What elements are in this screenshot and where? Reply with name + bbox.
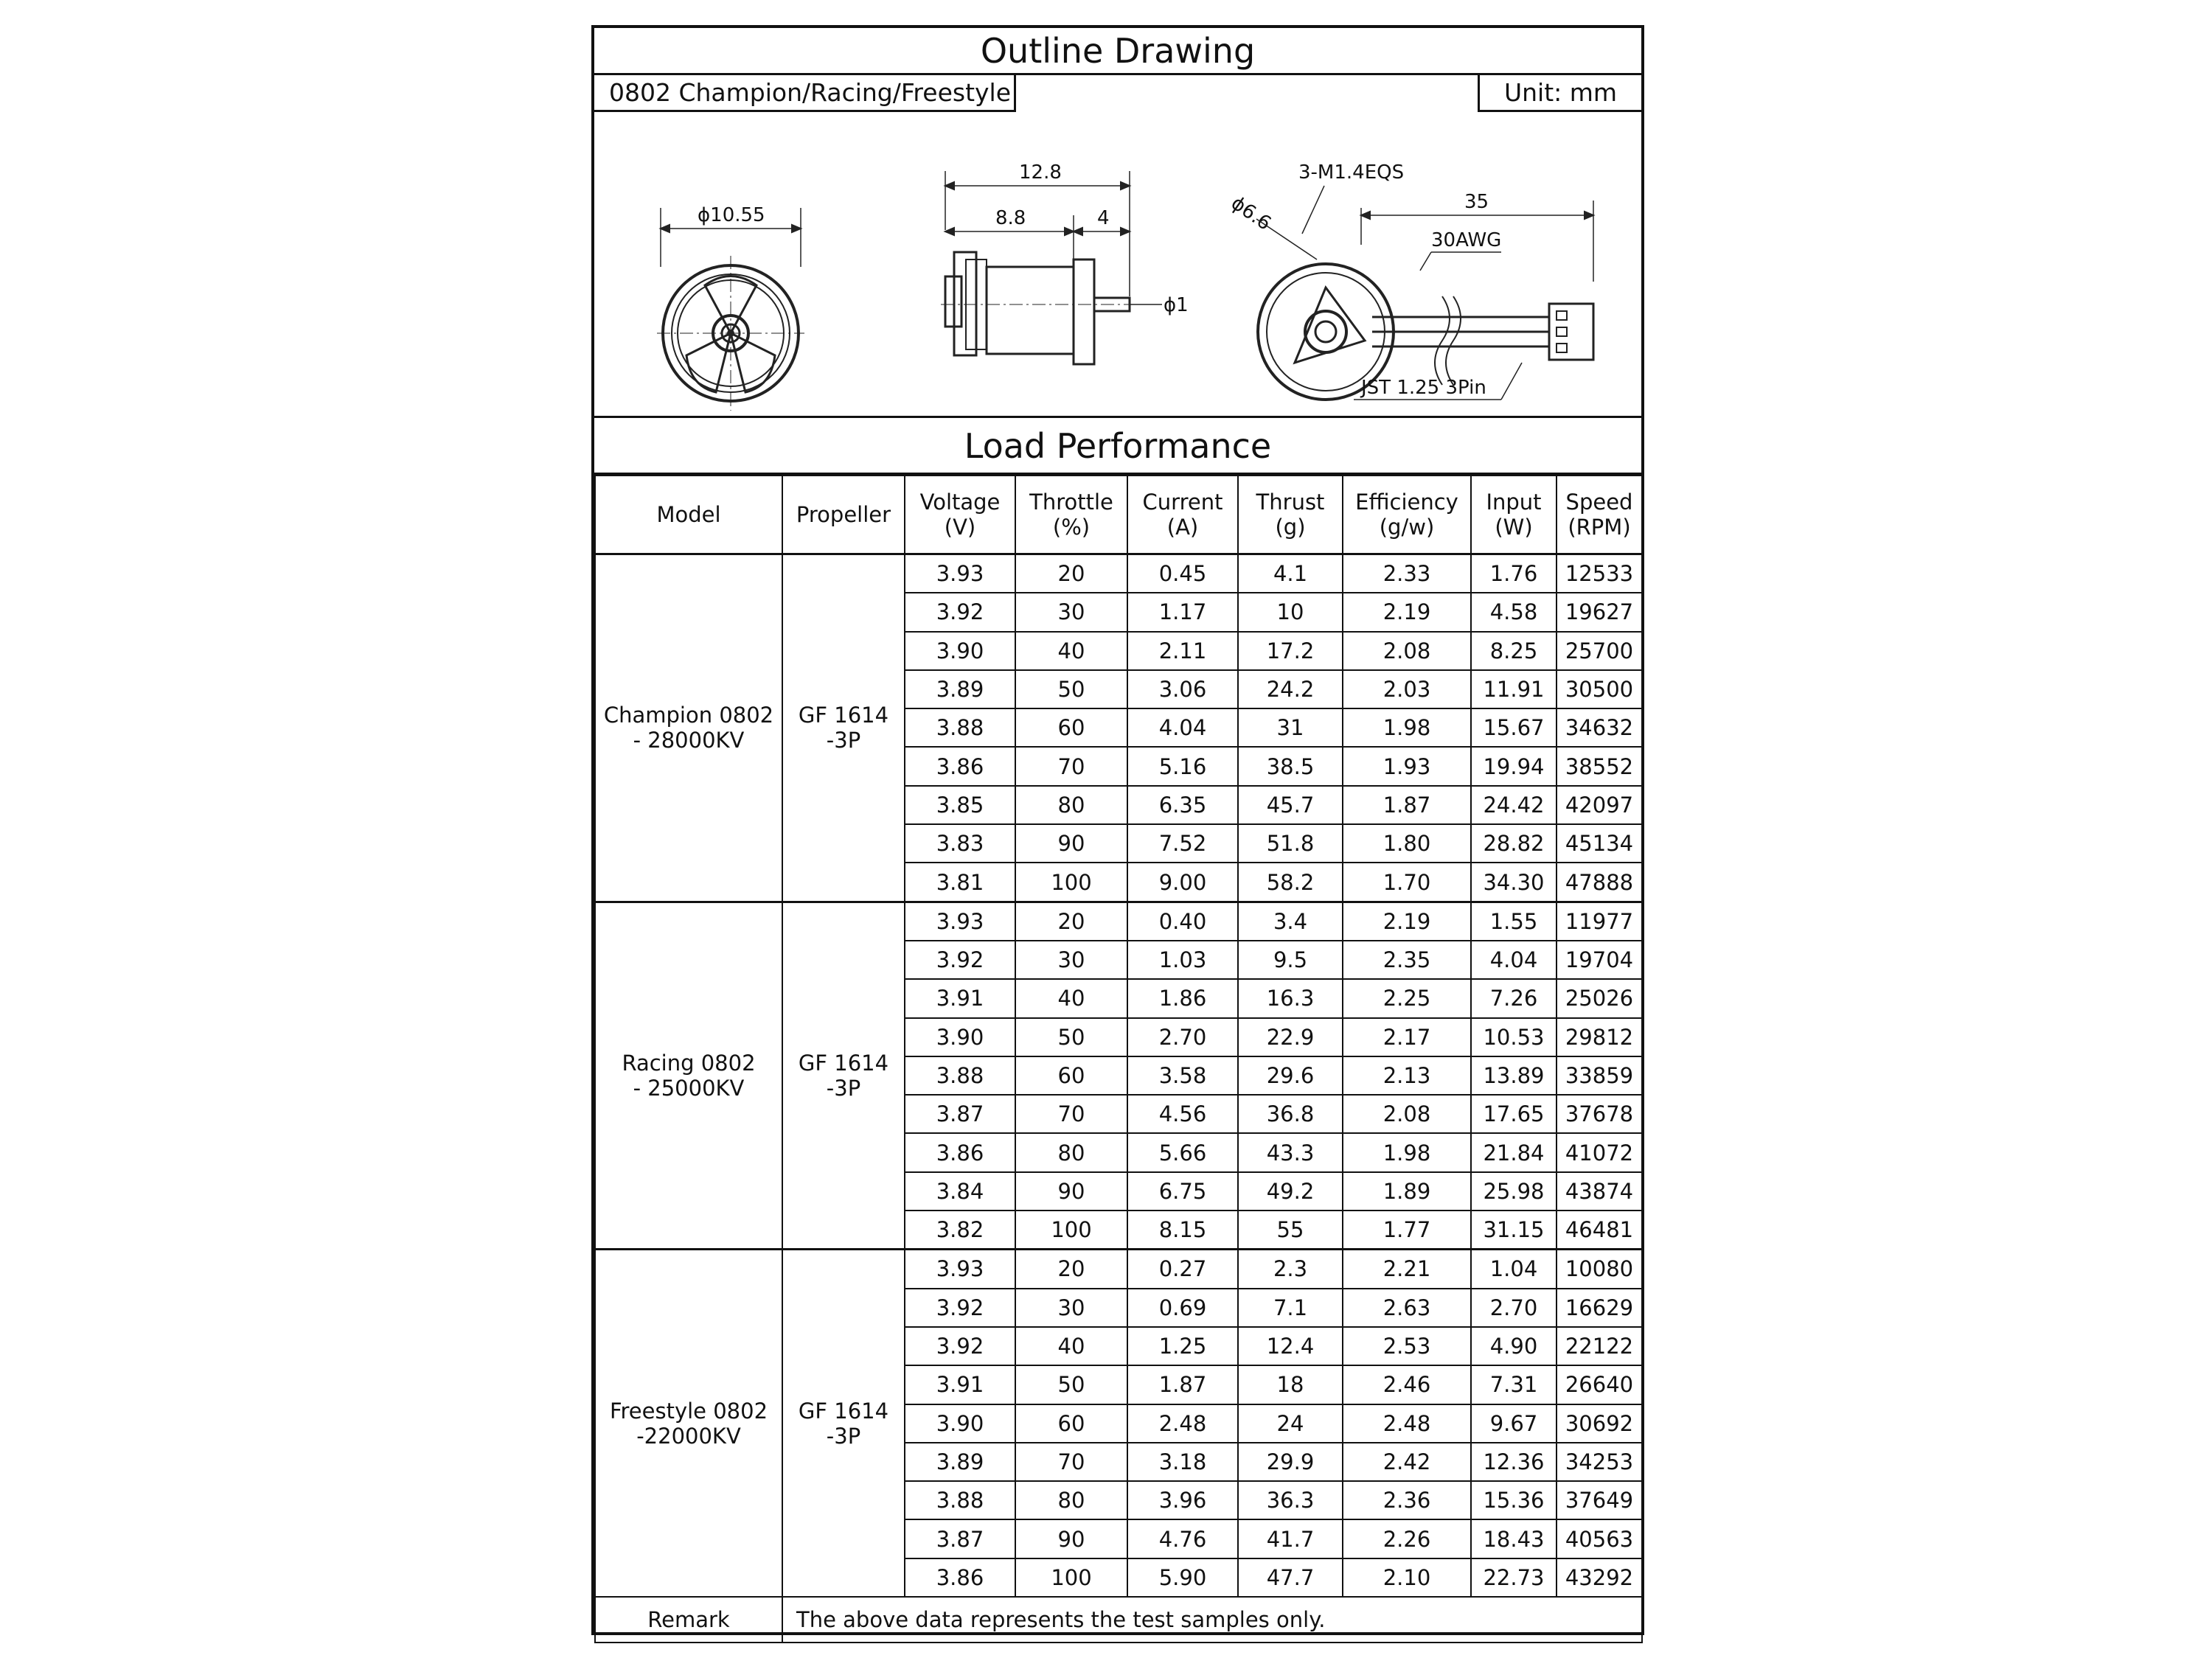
current-cell: 3.18 [1127, 1443, 1238, 1481]
efficiency-cell: 2.17 [1343, 1018, 1471, 1056]
voltage-cell: 3.86 [905, 1133, 1015, 1171]
header-current: Current (A) [1127, 476, 1238, 554]
current-cell: 5.16 [1127, 747, 1238, 785]
current-cell: 0.69 [1127, 1289, 1238, 1327]
voltage-cell: 3.90 [905, 1018, 1015, 1056]
input-cell: 11.91 [1471, 670, 1557, 708]
current-cell: 2.70 [1127, 1018, 1238, 1056]
thrust-cell: 24.2 [1238, 670, 1343, 708]
dim-shaft-diameter: ϕ1 [1164, 294, 1189, 316]
voltage-cell: 3.87 [905, 1095, 1015, 1133]
propeller-cell: GF 1614 -3P [782, 902, 905, 1250]
voltage-cell: 3.89 [905, 670, 1015, 708]
thrust-cell: 36.8 [1238, 1095, 1343, 1133]
input-cell: 8.25 [1471, 632, 1557, 670]
efficiency-cell: 2.42 [1343, 1443, 1471, 1481]
voltage-cell: 3.92 [905, 1289, 1015, 1327]
speed-cell: 40563 [1557, 1519, 1642, 1558]
current-cell: 9.00 [1127, 863, 1238, 902]
throttle-cell: 40 [1015, 979, 1127, 1017]
current-cell: 4.76 [1127, 1519, 1238, 1558]
thrust-cell: 55 [1238, 1211, 1343, 1250]
voltage-cell: 3.86 [905, 747, 1015, 785]
thrust-cell: 49.2 [1238, 1172, 1343, 1211]
input-cell: 22.73 [1471, 1558, 1557, 1597]
efficiency-cell: 1.77 [1343, 1211, 1471, 1250]
voltage-cell: 3.85 [905, 786, 1015, 824]
voltage-cell: 3.83 [905, 824, 1015, 863]
speed-cell: 34632 [1557, 708, 1642, 747]
input-cell: 7.31 [1471, 1365, 1557, 1404]
current-cell: 1.86 [1127, 979, 1238, 1017]
speed-cell: 10080 [1557, 1250, 1642, 1289]
speed-cell: 43874 [1557, 1172, 1642, 1211]
current-cell: 6.75 [1127, 1172, 1238, 1211]
throttle-cell: 30 [1015, 1289, 1127, 1327]
input-cell: 13.89 [1471, 1056, 1557, 1095]
input-cell: 15.67 [1471, 708, 1557, 747]
voltage-cell: 3.84 [905, 1172, 1015, 1211]
speed-cell: 16629 [1557, 1289, 1642, 1327]
input-cell: 9.67 [1471, 1404, 1557, 1443]
input-cell: 1.04 [1471, 1250, 1557, 1289]
side-view [941, 161, 1189, 364]
unit-label: Unit: mm [1478, 75, 1641, 112]
speed-cell: 19704 [1557, 941, 1642, 979]
speed-cell: 38552 [1557, 747, 1642, 785]
input-cell: 21.84 [1471, 1133, 1557, 1171]
input-cell: 18.43 [1471, 1519, 1557, 1558]
voltage-cell: 3.92 [905, 941, 1015, 979]
current-cell: 1.03 [1127, 941, 1238, 979]
voltage-cell: 3.88 [905, 1056, 1015, 1095]
table-header-row [595, 476, 1642, 554]
thrust-cell: 7.1 [1238, 1289, 1343, 1327]
efficiency-cell: 2.08 [1343, 632, 1471, 670]
table-row [595, 902, 1642, 941]
throttle-cell: 30 [1015, 593, 1127, 631]
efficiency-cell: 1.98 [1343, 1133, 1471, 1171]
input-cell: 19.94 [1471, 747, 1557, 785]
front-view [657, 204, 804, 411]
spec-sheet [591, 25, 1644, 1635]
efficiency-cell: 2.63 [1343, 1289, 1471, 1327]
speed-cell: 47888 [1557, 863, 1642, 902]
thrust-cell: 4.1 [1238, 554, 1343, 593]
efficiency-cell: 2.33 [1343, 554, 1471, 593]
voltage-cell: 3.89 [905, 1443, 1015, 1481]
efficiency-cell: 1.89 [1343, 1172, 1471, 1211]
input-cell: 1.76 [1471, 554, 1557, 593]
table-row [595, 554, 1642, 593]
speed-cell: 25026 [1557, 979, 1642, 1017]
dim-body-length: 8.8 [995, 207, 1026, 229]
dim-connector: JST 1.25 3Pin [1361, 377, 1486, 399]
current-cell: 8.15 [1127, 1211, 1238, 1250]
header-efficiency: Efficiency (g/w) [1343, 476, 1471, 554]
speed-cell: 19627 [1557, 593, 1642, 631]
dim-overall-length: 12.8 [1019, 161, 1062, 184]
thrust-cell: 43.3 [1238, 1133, 1343, 1171]
current-cell: 3.58 [1127, 1056, 1238, 1095]
remark-row [595, 1597, 1642, 1643]
efficiency-cell: 2.13 [1343, 1056, 1471, 1095]
dim-bolt-circle: ϕ6.6 [1226, 192, 1276, 235]
thrust-cell: 29.6 [1238, 1056, 1343, 1095]
speed-cell: 33859 [1557, 1056, 1642, 1095]
dim-wire-length: 35 [1464, 191, 1489, 213]
speed-cell: 30692 [1557, 1404, 1642, 1443]
thrust-cell: 45.7 [1238, 786, 1343, 824]
dim-wire-gauge: 30AWG [1431, 229, 1502, 251]
throttle-cell: 50 [1015, 670, 1127, 708]
speed-cell: 26640 [1557, 1365, 1642, 1404]
input-cell: 15.36 [1471, 1481, 1557, 1519]
throttle-cell: 90 [1015, 1172, 1127, 1211]
throttle-cell: 40 [1015, 1327, 1127, 1365]
input-cell: 4.58 [1471, 593, 1557, 631]
propeller-cell: GF 1614 -3P [782, 554, 905, 902]
thrust-cell: 9.5 [1238, 941, 1343, 979]
throttle-cell: 80 [1015, 1481, 1127, 1519]
current-cell: 0.40 [1127, 902, 1238, 941]
remark-text: The above data represents the test samples only. [782, 1597, 1642, 1643]
speed-cell: 37649 [1557, 1481, 1642, 1519]
model-cell: Racing 0802 - 25000KV [595, 902, 782, 1250]
table-row [595, 1250, 1642, 1289]
speed-cell: 12533 [1557, 554, 1642, 593]
speed-cell: 11977 [1557, 902, 1642, 941]
thrust-cell: 36.3 [1238, 1481, 1343, 1519]
throttle-cell: 80 [1015, 1133, 1127, 1171]
thrust-cell: 29.9 [1238, 1443, 1343, 1481]
efficiency-cell: 1.98 [1343, 708, 1471, 747]
voltage-cell: 3.93 [905, 554, 1015, 593]
outline-drawing [594, 112, 1641, 416]
thrust-cell: 22.9 [1238, 1018, 1343, 1056]
voltage-cell: 3.87 [905, 1519, 1015, 1558]
current-cell: 3.96 [1127, 1481, 1238, 1519]
speed-cell: 25700 [1557, 632, 1642, 670]
throttle-cell: 60 [1015, 1404, 1127, 1443]
throttle-cell: 20 [1015, 1250, 1127, 1289]
voltage-cell: 3.92 [905, 593, 1015, 631]
thrust-cell: 17.2 [1238, 632, 1343, 670]
input-cell: 24.42 [1471, 786, 1557, 824]
rear-view [1227, 161, 1593, 400]
speed-cell: 22122 [1557, 1327, 1642, 1365]
input-cell: 4.90 [1471, 1327, 1557, 1365]
current-cell: 4.04 [1127, 708, 1238, 747]
speed-cell: 45134 [1557, 824, 1642, 863]
voltage-cell: 3.92 [905, 1327, 1015, 1365]
input-cell: 2.70 [1471, 1289, 1557, 1327]
current-cell: 2.48 [1127, 1404, 1238, 1443]
thrust-cell: 24 [1238, 1404, 1343, 1443]
thrust-cell: 3.4 [1238, 902, 1343, 941]
model-subtitle: 0802 Champion/Racing/Freestyle [594, 75, 1016, 112]
speed-cell: 46481 [1557, 1211, 1642, 1250]
current-cell: 1.87 [1127, 1365, 1238, 1404]
throttle-cell: 20 [1015, 554, 1127, 593]
thrust-cell: 16.3 [1238, 979, 1343, 1017]
efficiency-cell: 1.70 [1343, 863, 1471, 902]
speed-cell: 41072 [1557, 1133, 1642, 1171]
header-speed: Speed (RPM) [1557, 476, 1642, 554]
current-cell: 1.17 [1127, 593, 1238, 631]
efficiency-cell: 2.03 [1343, 670, 1471, 708]
speed-cell: 30500 [1557, 670, 1642, 708]
voltage-cell: 3.82 [905, 1211, 1015, 1250]
voltage-cell: 3.90 [905, 1404, 1015, 1443]
current-cell: 0.27 [1127, 1250, 1238, 1289]
dim-shaft-length: 4 [1097, 207, 1110, 229]
throttle-cell: 100 [1015, 1558, 1127, 1597]
thrust-cell: 10 [1238, 593, 1343, 631]
current-cell: 0.45 [1127, 554, 1238, 593]
efficiency-cell: 2.46 [1343, 1365, 1471, 1404]
propeller-cell: GF 1614 -3P [782, 1250, 905, 1597]
current-cell: 7.52 [1127, 824, 1238, 863]
input-cell: 1.55 [1471, 902, 1557, 941]
current-cell: 3.06 [1127, 670, 1238, 708]
input-cell: 25.98 [1471, 1172, 1557, 1211]
efficiency-cell: 2.53 [1343, 1327, 1471, 1365]
voltage-cell: 3.93 [905, 902, 1015, 941]
input-cell: 4.04 [1471, 941, 1557, 979]
throttle-cell: 70 [1015, 1095, 1127, 1133]
efficiency-cell: 2.21 [1343, 1250, 1471, 1289]
input-cell: 34.30 [1471, 863, 1557, 902]
throttle-cell: 60 [1015, 1056, 1127, 1095]
voltage-cell: 3.81 [905, 863, 1015, 902]
input-cell: 17.65 [1471, 1095, 1557, 1133]
efficiency-cell: 2.19 [1343, 902, 1471, 941]
efficiency-cell: 2.36 [1343, 1481, 1471, 1519]
speed-cell: 37678 [1557, 1095, 1642, 1133]
current-cell: 1.25 [1127, 1327, 1238, 1365]
header-input: Input (W) [1471, 476, 1557, 554]
thrust-cell: 2.3 [1238, 1250, 1343, 1289]
efficiency-cell: 1.80 [1343, 824, 1471, 863]
performance-title: Load Performance [964, 426, 1272, 466]
throttle-cell: 50 [1015, 1365, 1127, 1404]
input-cell: 12.36 [1471, 1443, 1557, 1481]
thrust-cell: 47.7 [1238, 1558, 1343, 1597]
voltage-cell: 3.88 [905, 1481, 1015, 1519]
throttle-cell: 40 [1015, 632, 1127, 670]
thrust-cell: 38.5 [1238, 747, 1343, 785]
current-cell: 5.90 [1127, 1558, 1238, 1597]
efficiency-cell: 2.26 [1343, 1519, 1471, 1558]
input-cell: 31.15 [1471, 1211, 1557, 1250]
divider [594, 416, 1641, 418]
efficiency-cell: 1.87 [1343, 786, 1471, 824]
header-thrust: Thrust (g) [1238, 476, 1343, 554]
throttle-cell: 100 [1015, 863, 1127, 902]
model-cell: Freestyle 0802 -22000KV [595, 1250, 782, 1597]
dim-front-diameter: ϕ10.55 [698, 204, 765, 226]
speed-cell: 29812 [1557, 1018, 1642, 1056]
efficiency-cell: 2.48 [1343, 1404, 1471, 1443]
input-cell: 28.82 [1471, 824, 1557, 863]
input-cell: 10.53 [1471, 1018, 1557, 1056]
speed-cell: 42097 [1557, 786, 1642, 824]
voltage-cell: 3.90 [905, 632, 1015, 670]
outline-title: Outline Drawing [980, 31, 1256, 71]
dim-screws: 3-M1.4EQS [1298, 161, 1405, 184]
header-model: Model [595, 476, 782, 554]
throttle-cell: 30 [1015, 941, 1127, 979]
thrust-cell: 18 [1238, 1365, 1343, 1404]
thrust-cell: 31 [1238, 708, 1343, 747]
thrust-cell: 51.8 [1238, 824, 1343, 863]
remark-label: Remark [595, 1597, 782, 1643]
voltage-cell: 3.93 [905, 1250, 1015, 1289]
throttle-cell: 70 [1015, 1443, 1127, 1481]
throttle-cell: 70 [1015, 747, 1127, 785]
thrust-cell: 41.7 [1238, 1519, 1343, 1558]
voltage-cell: 3.91 [905, 1365, 1015, 1404]
current-cell: 5.66 [1127, 1133, 1238, 1171]
efficiency-cell: 2.08 [1343, 1095, 1471, 1133]
efficiency-cell: 2.10 [1343, 1558, 1471, 1597]
throttle-cell: 90 [1015, 824, 1127, 863]
voltage-cell: 3.88 [905, 708, 1015, 747]
current-cell: 4.56 [1127, 1095, 1238, 1133]
thrust-cell: 58.2 [1238, 863, 1343, 902]
header-throttle: Throttle (%) [1015, 476, 1127, 554]
efficiency-cell: 2.25 [1343, 979, 1471, 1017]
header-voltage: Voltage (V) [905, 476, 1015, 554]
throttle-cell: 90 [1015, 1519, 1127, 1558]
thrust-cell: 12.4 [1238, 1327, 1343, 1365]
voltage-cell: 3.86 [905, 1558, 1015, 1597]
throttle-cell: 100 [1015, 1211, 1127, 1250]
voltage-cell: 3.91 [905, 979, 1015, 1017]
model-cell: Champion 0802 - 28000KV [595, 554, 782, 902]
current-cell: 6.35 [1127, 786, 1238, 824]
efficiency-cell: 1.93 [1343, 747, 1471, 785]
current-cell: 2.11 [1127, 632, 1238, 670]
throttle-cell: 50 [1015, 1018, 1127, 1056]
speed-cell: 43292 [1557, 1558, 1642, 1597]
input-cell: 7.26 [1471, 979, 1557, 1017]
throttle-cell: 20 [1015, 902, 1127, 941]
throttle-cell: 60 [1015, 708, 1127, 747]
speed-cell: 34253 [1557, 1443, 1642, 1481]
load-performance-table [594, 475, 1643, 1643]
efficiency-cell: 2.35 [1343, 941, 1471, 979]
header-propeller: Propeller [782, 476, 905, 554]
throttle-cell: 80 [1015, 786, 1127, 824]
efficiency-cell: 2.19 [1343, 593, 1471, 631]
